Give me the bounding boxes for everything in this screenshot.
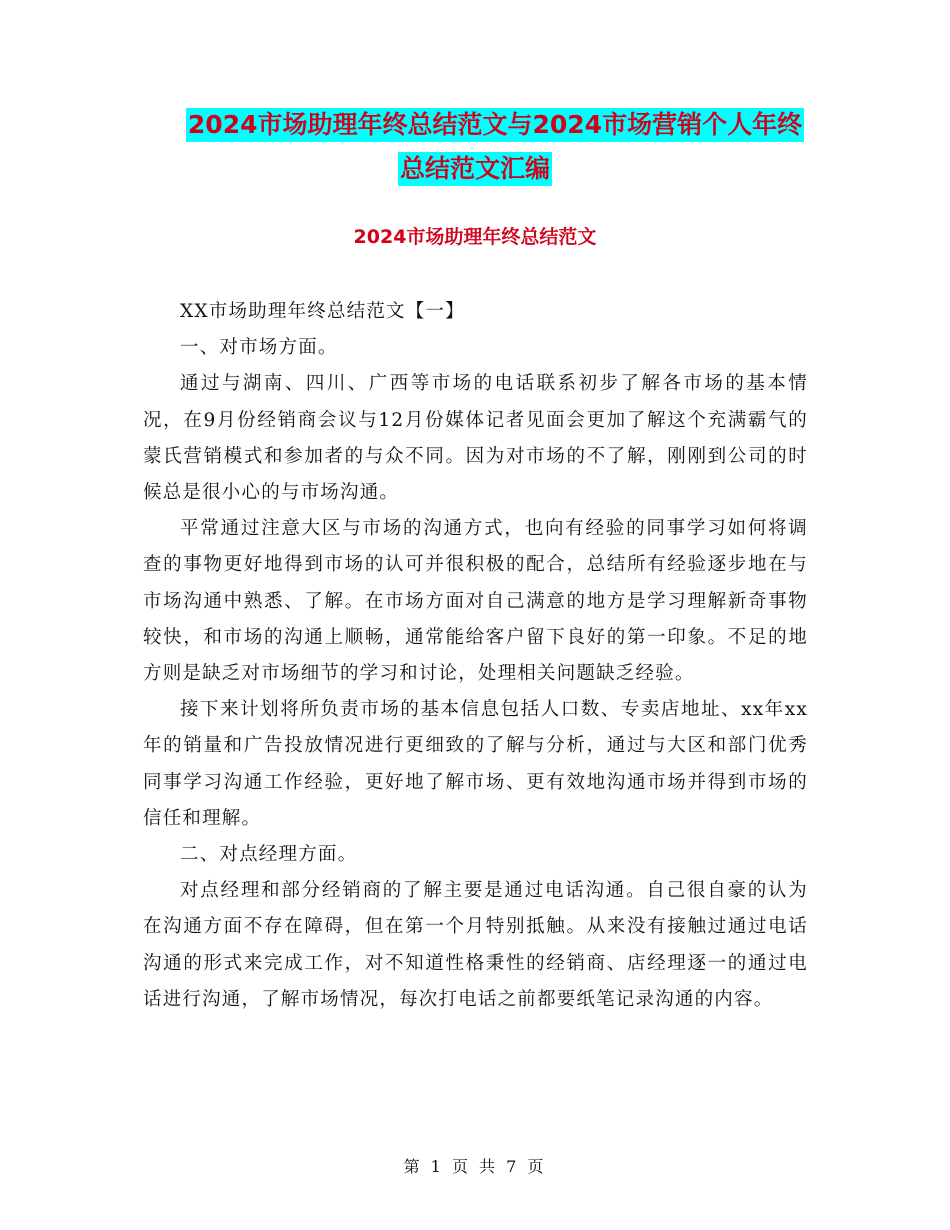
paragraph-heading: XX市场助理年终总结范文【一】 <box>180 301 465 322</box>
paragraph: 对点经理和部分经销商的了解主要是通过电话沟通。自己很自豪的认为在沟通方面不存在障碍，但在第一个月特别抵触。从来没有接触过通过电话沟通的形式来完成工作，对不知道性格秉性的经销商、店经理逐一的通过电话进行沟通，了解市场情况，每次打电话之前都要纸笔记录沟通的内容。 <box>143 880 808 1010</box>
page-footer: 第 1 页 共 7 页 <box>403 1157 547 1176</box>
paragraph-section-heading: 二、对点经理方面。 <box>180 844 358 866</box>
document-body <box>143 294 808 1018</box>
document-title <box>0 108 950 186</box>
section-title: 2024市场助理年终总结范文 <box>353 226 597 248</box>
document-title-line-1: 2024市场助理年终总结范文与2024市场营销个人年终 <box>186 108 804 142</box>
document-title-line-2: 总结范文汇编 <box>398 152 552 186</box>
paragraph: 平常通过注意大区与市场的沟通方式，也向有经验的同事学习如何将调查的事物更好地得到市场的认可并很积极的配合，总结所有经验逐步地在与市场沟通中熟悉、了解。在市场方面对自己满意的地方是学习理解新奇事物较快，和市场的沟通上顺畅，通常能给客户留下良好的第一印象。不足的地方则是缺乏对市场细节的学习和讨论，处理相关问题缺乏经验。 <box>143 518 808 685</box>
paragraph: 接下来计划将所负责市场的基本信息包括人口数、专卖店地址、xx年xx年的销量和广告投放情况进行更细致的了解与分析，通过与大区和部门优秀同事学习沟通工作经验，更好地了解市场、更有效地沟通市场并得到市场的信任和理解。 <box>143 699 808 829</box>
paragraph: 通过与湖南、四川、广西等市场的电话联系初步了解各市场的基本情况，在9月份经销商会议与12月份媒体记者见面会更加了解这个充满霸气的蒙氏营销模式和参加者的与众不同。因为对市场的不了解，刚刚到公司的时候总是很小心的与市场沟通。 <box>143 373 808 504</box>
paragraph-section-heading: 一、对市场方面。 <box>180 337 338 359</box>
